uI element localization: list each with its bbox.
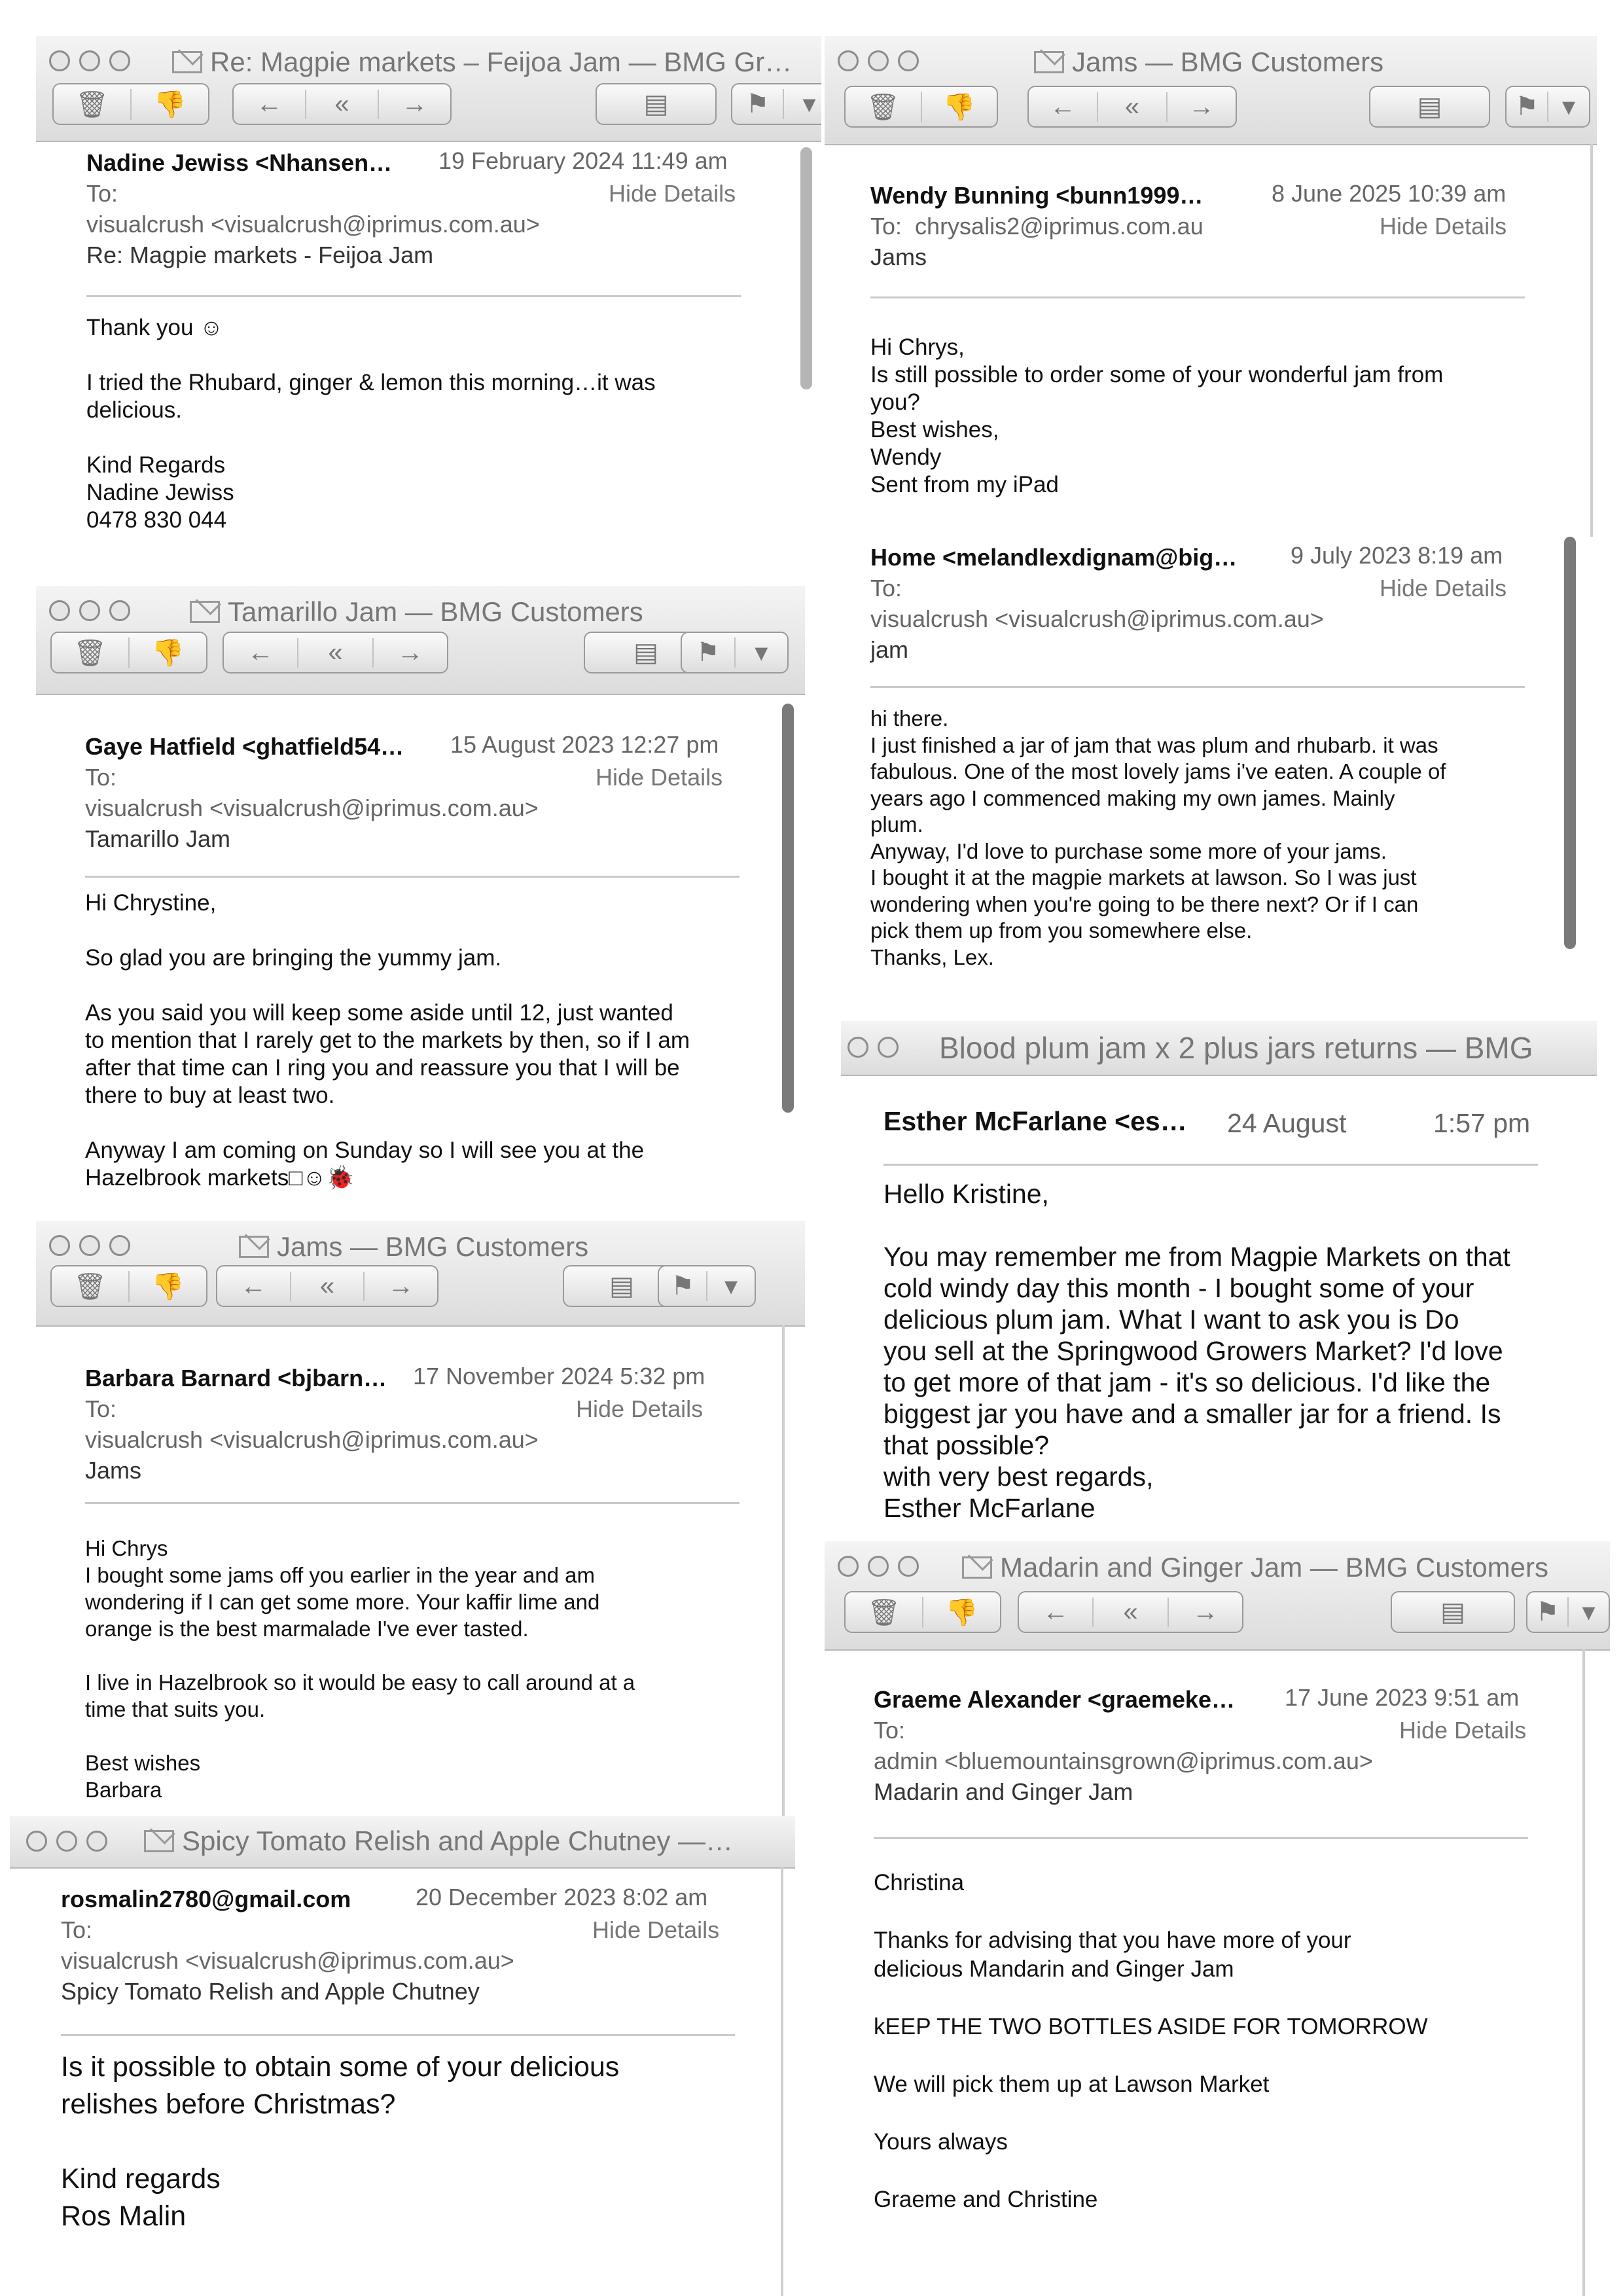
close-window-button[interactable] xyxy=(847,1037,868,1058)
junk-icon[interactable]: 👎 xyxy=(128,1271,206,1302)
flag-button[interactable] xyxy=(1505,86,1590,128)
email-window-gaye xyxy=(36,586,805,1214)
message-date: 9 July 2023 8:19 am xyxy=(1291,542,1503,569)
window-edge xyxy=(782,1325,785,1823)
forward-icon[interactable]: → xyxy=(1166,92,1236,122)
envelope-icon xyxy=(1034,51,1064,73)
reply-icon[interactable]: ← xyxy=(240,1271,267,1300)
recipient-address[interactable]: visualcrush <visualcrush@iprimus.com.au> xyxy=(61,1947,514,1974)
zoom-window-button[interactable] xyxy=(109,50,130,71)
print-button[interactable] xyxy=(1369,86,1490,128)
scrollbar[interactable] xyxy=(1564,537,1576,949)
hide-details-link[interactable]: Hide Details xyxy=(1380,575,1507,601)
window-toolbar xyxy=(10,1816,795,1869)
message-date: 20 December 2023 8:02 am xyxy=(416,1884,708,1910)
forward-icon[interactable]: → xyxy=(378,90,450,119)
sender-name[interactable]: Wendy Bunning <bunn1999… xyxy=(870,182,1204,209)
subject-line: Re: Magpie markets - Feijoa Jam xyxy=(86,242,434,268)
traffic-lights xyxy=(49,600,130,621)
trash-icon[interactable]: 🗑 xyxy=(75,90,109,119)
sender-name[interactable]: rosmalin2780@gmail.com xyxy=(61,1886,351,1912)
close-window-button[interactable] xyxy=(26,1831,47,1852)
flag-button[interactable] xyxy=(1526,1591,1610,1633)
subject-line: Madarin and Ginger Jam xyxy=(874,1778,1133,1805)
print-button[interactable] xyxy=(596,83,717,125)
hide-details-link[interactable]: Hide Details xyxy=(596,764,723,791)
to-label: To: xyxy=(85,764,117,791)
delete-junk-group xyxy=(844,1591,1001,1633)
minimize-window-button[interactable] xyxy=(56,1831,77,1852)
flag-button[interactable] xyxy=(731,83,821,125)
close-window-button[interactable] xyxy=(49,600,70,621)
chevron-down-icon: ▾ xyxy=(1547,92,1589,122)
header-divider xyxy=(86,295,741,297)
minimize-window-button[interactable] xyxy=(878,1037,899,1058)
message-date: 8 June 2025 10:39 am xyxy=(1272,180,1507,207)
message-body: Is it possible to obtain some of your delicious relishes before Christmas? Kind regards Ros Malin xyxy=(61,2051,620,2232)
traffic-lights xyxy=(838,50,919,71)
subject-line: Tamarillo Jam xyxy=(85,825,231,852)
trash-icon[interactable]: 🗑 xyxy=(866,92,900,122)
subject-line: Jams xyxy=(870,243,927,270)
message-date: 19 February 2024 11:49 am xyxy=(438,147,728,174)
close-window-button[interactable] xyxy=(838,1556,859,1577)
traffic-lights xyxy=(26,1831,107,1852)
minimize-window-button[interactable] xyxy=(79,600,100,621)
header-divider xyxy=(870,296,1525,298)
to-label: To: xyxy=(86,180,118,207)
recipient-address[interactable]: admin <bluemountainsgrown@iprimus.com.au> xyxy=(874,1748,1373,1774)
window-toolbar xyxy=(36,1221,805,1327)
hide-details-link[interactable]: Hide Details xyxy=(1380,213,1507,240)
trash-icon[interactable]: 🗑 xyxy=(867,1598,901,1627)
sender-name[interactable]: Esther McFarlane <es… xyxy=(883,1106,1187,1136)
print-icon: ▤ xyxy=(1440,1598,1465,1626)
envelope-icon xyxy=(239,1236,269,1258)
zoom-window-button[interactable] xyxy=(109,1235,130,1256)
hide-details-link[interactable]: Hide Details xyxy=(592,1916,720,1943)
scrollbar[interactable] xyxy=(782,704,794,1113)
traffic-lights xyxy=(838,1556,919,1577)
print-icon: ▤ xyxy=(1417,92,1442,121)
hide-details-link[interactable]: Hide Details xyxy=(1399,1717,1527,1744)
header-divider xyxy=(874,1837,1528,1839)
window-edge xyxy=(1582,1649,1585,2296)
sender-name[interactable]: Barbara Barnard <bjbarn… xyxy=(85,1365,387,1391)
message-header-2 xyxy=(870,542,1324,665)
message-date: 17 June 2023 9:51 am xyxy=(1285,1684,1520,1711)
flag-icon: ⚑ xyxy=(671,1272,694,1300)
reply-all-icon[interactable]: « xyxy=(290,1272,364,1301)
header-divider xyxy=(85,876,740,878)
sender-name[interactable]: Graeme Alexander <graemeke… xyxy=(874,1686,1235,1713)
header-divider xyxy=(61,2034,735,2036)
zoom-window-button[interactable] xyxy=(86,1831,107,1852)
reply-group xyxy=(1018,1591,1243,1633)
message-body: Hi Chrys I bought some jams off you earlier in the year and am wondering if I can get some more. Your kaffir lime and orange is the best marmalade I've ever tasted. I live in Hazelbrook so it would be easy to call around at a time that suits you. Best wishes Barbara xyxy=(85,1536,635,1802)
message-body: Hi Chrys, Is still possible to order some of your wonderful jam from you? Best wishes, Wendy Sent from my iPad xyxy=(870,334,1444,497)
envelope-icon xyxy=(190,601,220,623)
envelope-icon xyxy=(144,1830,174,1852)
delete-junk-group xyxy=(50,632,207,673)
message-time: 1:57 pm xyxy=(1433,1108,1531,1138)
subject-line: jam xyxy=(870,636,909,663)
flag-icon: ⚑ xyxy=(745,90,770,118)
to-line: To: chrysalis2@iprimus.com.au xyxy=(870,213,1204,240)
window-toolbar xyxy=(36,586,805,695)
reply-all-icon[interactable]: « xyxy=(305,90,378,119)
junk-icon[interactable]: 👎 xyxy=(922,1597,1000,1628)
reply-all-icon[interactable]: « xyxy=(297,638,372,668)
subject-line: Jams xyxy=(85,1457,142,1484)
chevron-down-icon: ▾ xyxy=(783,89,821,119)
reply-group xyxy=(1027,86,1237,128)
sender-name[interactable]: Home <melandlexdignam@big… xyxy=(870,544,1238,571)
forward-icon[interactable]: → xyxy=(372,638,447,668)
message-header xyxy=(883,1106,1187,1137)
window-title: Tamarillo Jam — BMG Customers xyxy=(190,596,779,628)
trash-icon[interactable]: 🗑 xyxy=(73,638,107,668)
recipient-address[interactable]: visualcrush <visualcrush@iprimus.com.au> xyxy=(85,1426,539,1453)
zoom-window-button[interactable] xyxy=(898,1556,919,1577)
trash-icon[interactable]: 🗑 xyxy=(73,1272,107,1301)
window-toolbar xyxy=(36,36,821,142)
email-window-graeme xyxy=(825,1541,1610,2296)
recipient-address[interactable]: visualcrush <visualcrush@iprimus.com.au> xyxy=(86,211,540,238)
reply-group xyxy=(232,83,452,125)
chevron-down-icon: ▾ xyxy=(706,1271,755,1301)
message-body: hi there. I just finished a jar of jam that was plum and rhubarb. it was fabulous. One of the most lovely jams i've eaten. A couple of years ago I commenced making my own james. Mainly plum. Anyway, I'd love to purchase some more of your jams. I bought it at the magpie markets at lawson. So I was just wondering when you're going to be there next? Or if I can pick them up from you somewhere else. Thanks, Lex. xyxy=(870,706,1446,969)
chevron-down-icon: ▾ xyxy=(734,637,788,668)
minimize-window-button[interactable] xyxy=(79,50,100,71)
close-window-button[interactable] xyxy=(49,50,70,71)
window-title: Blood plum jam x 2 plus jars returns — BMG xyxy=(939,1031,1533,1065)
minimize-window-button[interactable] xyxy=(79,1235,100,1256)
recipient-address[interactable]: visualcrush <visualcrush@iprimus.com.au> xyxy=(870,605,1324,632)
header-divider xyxy=(883,1164,1538,1166)
junk-icon[interactable]: 👎 xyxy=(130,89,208,120)
email-window-ros xyxy=(10,1816,795,2296)
zoom-window-button[interactable] xyxy=(898,50,919,71)
email-window-nadine xyxy=(36,36,821,573)
window-title: Jams — BMG Customers xyxy=(239,1231,762,1263)
flag-button[interactable] xyxy=(658,1265,756,1307)
subject-line: Spicy Tomato Relish and Apple Chutney xyxy=(61,1978,480,2005)
message-date: 15 August 2023 12:27 pm xyxy=(450,731,719,758)
close-window-button[interactable] xyxy=(838,50,859,71)
print-icon: ▤ xyxy=(633,638,658,667)
reply-icon[interactable]: ← xyxy=(1050,92,1076,121)
header-divider xyxy=(85,1502,740,1504)
window-title: Re: Magpie markets – Feijoa Jam — BMG Gr… xyxy=(172,46,821,78)
minimize-window-button[interactable] xyxy=(868,50,889,71)
window-title: Jams — BMG Customers xyxy=(1034,46,1558,78)
minimize-window-button[interactable] xyxy=(868,1556,889,1577)
delete-junk-group xyxy=(50,1265,207,1307)
message-body: Thank you ☺ I tried the Rhubard, ginger & lemon this morning…it was delicious. Kind Regards Nadine Jewiss 0478 830 044 xyxy=(86,315,656,533)
print-icon: ▤ xyxy=(643,90,669,118)
reply-all-icon[interactable]: « xyxy=(1097,92,1166,122)
forward-icon[interactable]: → xyxy=(1168,1598,1242,1627)
sender-name[interactable]: Nadine Jewiss <Nhansen… xyxy=(86,149,393,176)
message-body: Christina Thanks for advising that you have more of your delicious Mandarin and Ginger Jam kEEP THE TWO BOTTLES ASIDE FOR TOMORROW We will pick them up at Lawson Market Yours always Graeme and Christine xyxy=(874,1870,1428,2212)
flag-icon: ⚑ xyxy=(1535,1598,1560,1626)
envelope-icon xyxy=(962,1556,992,1579)
scrollbar[interactable] xyxy=(800,147,812,389)
sender-name[interactable]: Gaye Hatfield <ghatfield54… xyxy=(85,733,404,760)
reply-all-icon[interactable]: « xyxy=(1092,1598,1167,1627)
flag-button[interactable] xyxy=(681,632,789,673)
junk-icon[interactable]: 👎 xyxy=(921,92,997,122)
chevron-down-icon: ▾ xyxy=(1567,1597,1609,1627)
window-edge xyxy=(781,1867,783,2296)
hide-details-link[interactable]: Hide Details xyxy=(576,1395,704,1422)
to-label: To: xyxy=(874,1717,906,1744)
reply-group xyxy=(216,1265,438,1307)
message-header xyxy=(870,180,1204,272)
message-date: 24 August xyxy=(1227,1108,1347,1138)
delete-junk-group xyxy=(844,86,998,128)
email-window-wendy xyxy=(825,36,1597,1005)
to-label: To: xyxy=(85,1395,117,1422)
window-toolbar xyxy=(841,1021,1597,1076)
window-toolbar xyxy=(825,36,1597,145)
header-divider xyxy=(870,686,1525,688)
recipient-address[interactable]: visualcrush <visualcrush@iprimus.com.au> xyxy=(85,795,539,821)
window-title: Spicy Tomato Relish and Apple Chutney —… xyxy=(144,1825,792,1857)
junk-icon[interactable]: 👎 xyxy=(128,637,206,668)
traffic-lights xyxy=(49,1235,130,1256)
email-window-barbara xyxy=(36,1221,805,1823)
delete-junk-group xyxy=(52,83,209,125)
to-label: To: xyxy=(870,575,902,601)
email-window-esther xyxy=(841,1021,1597,1545)
reply-group xyxy=(223,632,448,673)
window-toolbar xyxy=(825,1541,1610,1651)
forward-icon[interactable]: → xyxy=(363,1272,437,1301)
print-icon: ▤ xyxy=(609,1272,634,1300)
message-body: Hello Kristine, You may remember me from Magpie Markets on that cold windy day this month - I bought some of your delicious plum jam. What I want to ask you is Do you sell at the Springwood Growers Market? I'd love to get more of that jam - it's so delicious. I'd like the biggest jar you have and a smaller jar for a friend. Is that possible? with very best regards, Esther McFarlane xyxy=(883,1179,1510,1523)
hide-details-link[interactable]: Hide Details xyxy=(609,180,736,207)
traffic-lights xyxy=(49,50,130,71)
to-label: To: xyxy=(61,1916,93,1943)
envelope-icon xyxy=(172,51,202,73)
window-title: Madarin and Ginger Jam — BMG Customers xyxy=(962,1552,1610,1583)
reply-icon[interactable]: ← xyxy=(247,637,274,667)
close-window-button[interactable] xyxy=(49,1235,70,1256)
message-body: Hi Chrystine, So glad you are bringing the yummy jam. As you said you will keep some aside until 12, just wanted to mention that I rarely get to the markets by then, so if I am after that time can I ring you and reassure you that I will be there to buy at least two. Anyway I am coming on Sunday so I will see you at the Hazelbrook markets□☺🐞 xyxy=(85,890,690,1191)
window-edge xyxy=(1590,144,1593,537)
reply-icon[interactable]: ← xyxy=(256,89,283,118)
flag-icon: ⚑ xyxy=(696,638,720,667)
reply-icon[interactable]: ← xyxy=(1043,1597,1069,1626)
zoom-window-button[interactable] xyxy=(109,600,130,621)
print-button[interactable] xyxy=(1391,1591,1515,1633)
flag-icon: ⚑ xyxy=(1515,92,1539,121)
traffic-lights xyxy=(847,1037,899,1058)
message-date: 17 November 2024 5:32 pm xyxy=(413,1363,705,1390)
